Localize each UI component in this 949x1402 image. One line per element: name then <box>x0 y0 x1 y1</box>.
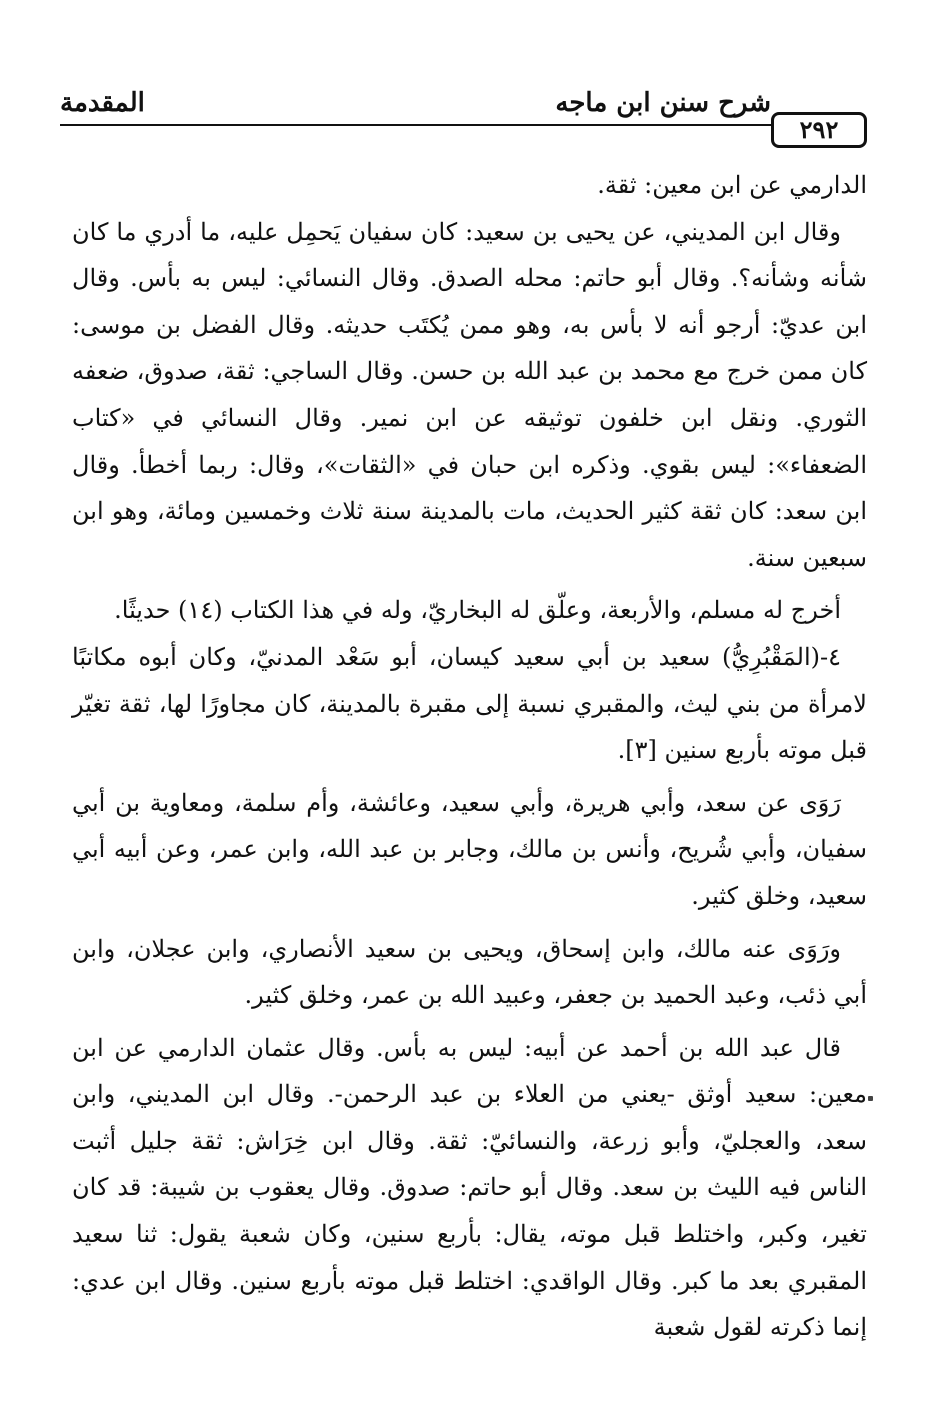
paragraph: أخرج له مسلم، والأربعة، وعلّق له البخاريّ، وله في هذا الكتاب (١٤) حديثًا. <box>114 596 841 625</box>
paragraph: وقال ابن المديني، عن يحيى بن سعيد: كان سفيان يَحمِل عليه، ما أدري ما كان شأنه وشأنه؟. وقال أبو حاتم: محله الصدق. وقال النسائي: ليس به بأس. وقال ابن عديّ: أرجو أنه لا بأس به، وهو ممن يُكتَب حديثه. وقال الفضل بن موسى: كان ممن خرج مع محمد بن عبد الله بن حسن. وقال الساجي: ثقة، صدوق، ضعفه الثوري. ونقل ابن خلفون توثيقه عن ابن نمير. وقال النسائي في «كتاب الضعفاء»: ليس بقوي. وذكره ابن حبان في «الثقات»، وقال: ربما أخطأ. وقال ابن سعد: كان ثقة كثير الحديث، مات بالمدينة سنة ثلاث وخمسين ومائة، وهو ابن سبعين سنة. <box>72 217 868 572</box>
page-body <box>72 162 867 1351</box>
page-header <box>60 84 867 144</box>
paragraph: ورَوَى عنه مالك، وابن إسحاق، ويحيى بن سعيد الأنصاري، وابن عجلان، وابن أبي ذئب، وعبد الحميد بن جعفر، وعبيد الله بن عمر، وخلق كثير. <box>72 934 867 1010</box>
paragraph: قال عبد الله بن أحمد عن أبيه: ليس به بأس. وقال عثمان الدارمي عن ابن معين: سعيد أوثق -يعني من العلاء بن عبد الرحمن-. وقال ابن المديني، وابن سعد، والعجليّ، وأبو زرعة، والنسائيّ: ثقة. وقال ابن خِرَاش: ثقة جليل أثبت الناس فيه الليث بن سعد. وقال أبو حاتم: صدوق. وقال يعقوب بن شيبة: قد كان تغير، وكبر، واختلط قبل موته، يقال: بأربع سنين، وكان شعبة يقول: ثنا سعيد المقبري بعد ما كبر. وقال الواقدي: اختلط قبل موته بأربع سنين. وقال ابن عدي: إنما ذكرته لقول شعبة <box>72 1033 867 1342</box>
header-rule <box>60 124 771 126</box>
margin-mark <box>868 1096 873 1101</box>
paragraph: رَوَى عن سعد، وأبي هريرة، وأبي سعيد، وعائشة، وأم سلمة، ومعاوية بن أبي سفيان، وأبي شُريح، وأنس بن مالك، وجابر بن عبد الله، وابن عمر، وعن أبيه أبي سعيد، وخلق كثير. <box>72 788 867 910</box>
narrator-entry: ٤-(المَقْبُرِيُّ) سعيد بن أبي سعيد كيسان، أبو سَعْد المدنيّ، وكان أبوه مكاتبًا لامرأة من بني ليث، والمقبري نسبة إلى مقبرة بالمدينة، كان مجاورًا لها، ثقة تغيّر قبل موته بأربع سنين [٣]. <box>72 642 867 765</box>
book-title: شرح سنن ابن ماجه <box>555 88 771 118</box>
page-number: ٢٩٢ <box>771 112 867 148</box>
paragraph-continuation: الدارمي عن ابن معين: ثقة. <box>597 171 867 199</box>
section-title: المقدمة <box>60 88 145 118</box>
